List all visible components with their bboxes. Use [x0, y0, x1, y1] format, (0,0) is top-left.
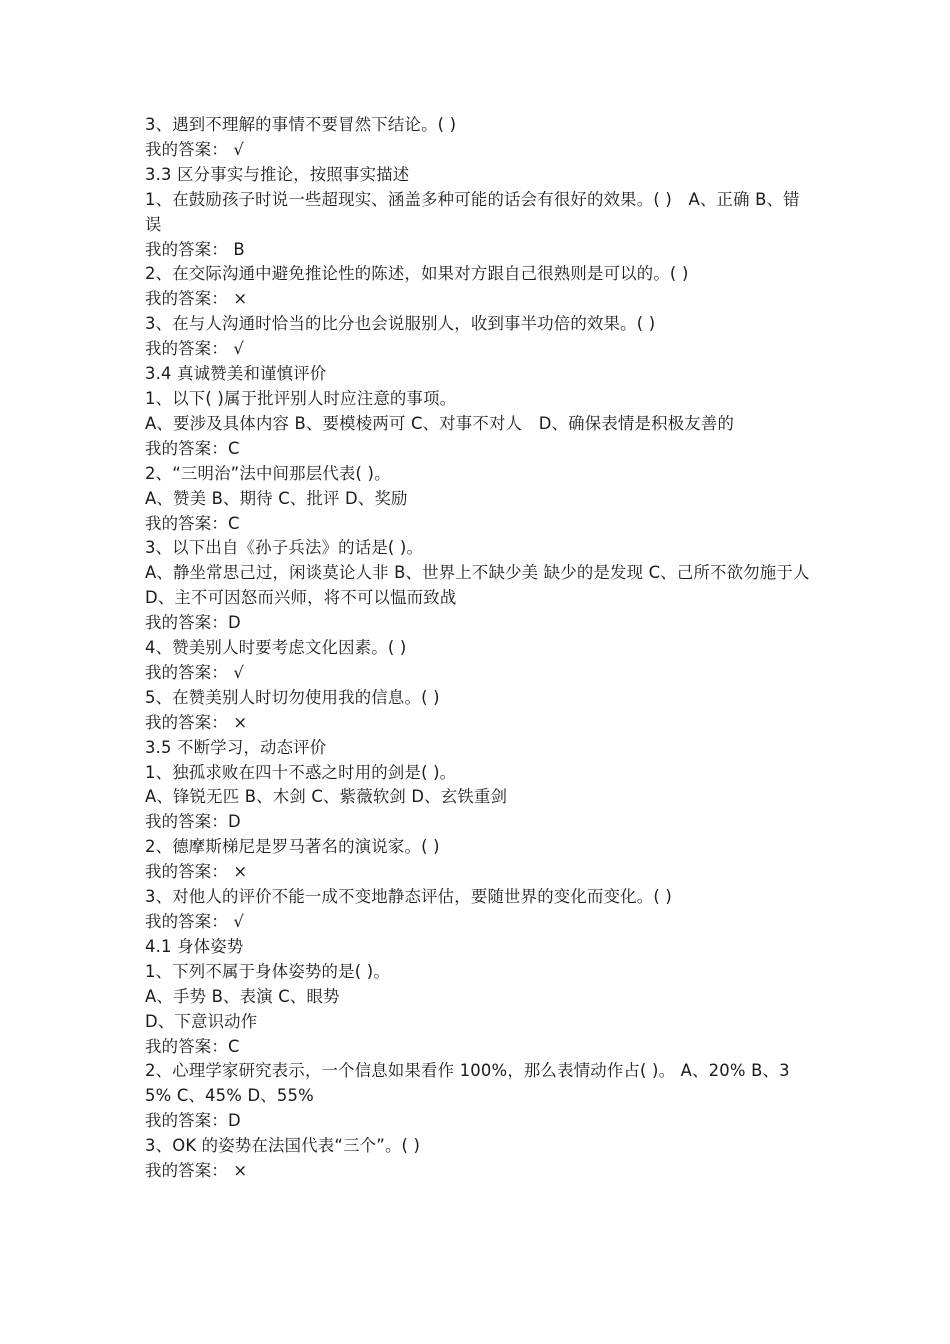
answer-line: 我的答案：C	[145, 513, 240, 533]
question-options: A、要涉及具体内容 B、要模棱两可 C、对事不对人 D、确保表情是积极友善的	[145, 413, 735, 433]
question-1-statement: 1、独孤求败在四十不惑之时用的剑是( )。	[145, 762, 457, 782]
question-1-statement: 1、下列不属于身体姿势的是( )。	[145, 961, 390, 981]
answer-line: 我的答案： √	[145, 139, 245, 159]
answer-line: 我的答案：D	[145, 613, 241, 633]
question-options: A、手势 B、表演 C、眼势	[145, 986, 340, 1006]
question-2-statement: 2、心理学家研究表示，一个信息如果看作 100%，那么表情动作占( )。 A、20% B、35% C、45% D、55%	[145, 1061, 790, 1106]
question-3-statement: 3、遇到不理解的事情不要冒然下结论。( )	[145, 115, 457, 134]
section-heading-3-3: 3.3 区分事实与推论，按照事实描述	[145, 164, 410, 184]
answer-line: 我的答案： ×	[145, 712, 248, 732]
question-3-statement: 3、对他人的评价不能一成不变地静态评估，要随世界的变化而变化。( )	[145, 887, 672, 907]
answer-line: 我的答案：C	[145, 438, 240, 458]
section-heading-4-1: 4.1 身体姿势	[145, 936, 244, 956]
answer-line: 我的答案：D	[145, 812, 241, 832]
question-options: A、赞美 B、期待 C、批评 D、奖励	[145, 488, 408, 508]
question-4-statement: 4、赞美别人时要考虑文化因素。( )	[145, 638, 407, 658]
document-body	[145, 113, 827, 1184]
answer-line: 我的答案：C	[145, 1036, 240, 1056]
question-1-statement: 1、在鼓励孩子时说一些超现实、涵盖多种可能的话会有很好的效果。( ) A、正确 B、错误	[145, 189, 800, 234]
question-2-statement: 2、“三明治”法中间那层代表( )。	[145, 463, 391, 483]
question-3-statement: 3、OK 的姿势在法国代表“三个”。( )	[145, 1136, 421, 1156]
question-3-statement: 3、以下出自《孙子兵法》的话是( )。	[145, 538, 424, 558]
answer-line: 我的答案： √	[145, 339, 245, 359]
answer-line: 我的答案： ×	[145, 862, 248, 882]
question-2-statement: 2、在交际沟通中避免推论性的陈述，如果对方跟自己很熟则是可以的。( )	[145, 264, 689, 284]
question-options-continued: D、下意识动作	[145, 1011, 258, 1031]
section-heading-3-4: 3.4 真诚赞美和谨慎评价	[145, 364, 327, 384]
question-3-statement: 3、在与人沟通时恰当的比分也会说服别人，收到事半功倍的效果。( )	[145, 314, 656, 334]
question-5-statement: 5、在赞美别人时切勿使用我的信息。( )	[145, 687, 440, 707]
answer-line: 我的答案： B	[145, 239, 245, 259]
question-2-statement: 2、德摩斯梯尼是罗马著名的演说家。( )	[145, 837, 440, 857]
answer-line: 我的答案： ×	[145, 1161, 248, 1181]
question-1-statement: 1、以下( )属于批评别人时应注意的事项。	[145, 388, 457, 408]
answer-line: 我的答案： ×	[145, 289, 248, 309]
question-options: A、静坐常思己过，闲谈莫论人非 B、世界上不缺少美 缺少的是发现 C、己所不欲勿施于人 D、主不可因怒而兴师，将不可以愠而致战	[145, 563, 827, 608]
section-heading-3-5: 3.5 不断学习，动态评价	[145, 737, 327, 757]
answer-line: 我的答案：D	[145, 1111, 241, 1131]
answer-line: 我的答案： √	[145, 662, 245, 682]
question-options: A、锋锐无匹 B、木剑 C、紫薇软剑 D、玄铁重剑	[145, 787, 508, 807]
answer-line: 我的答案： √	[145, 912, 245, 931]
